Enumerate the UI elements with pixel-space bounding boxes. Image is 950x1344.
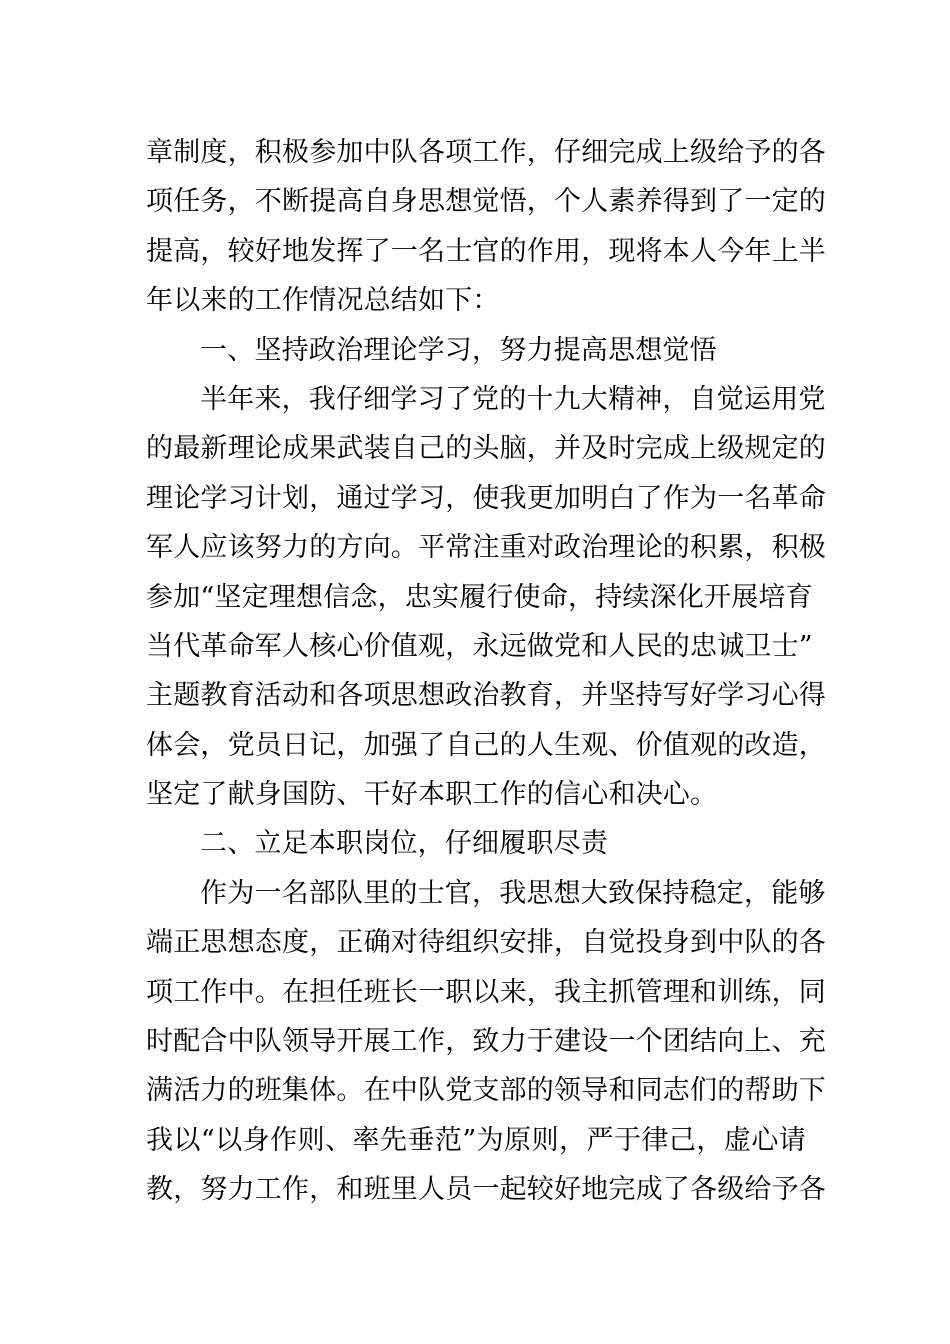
- text-line: 年以来的工作情况总结如下：: [146, 285, 500, 317]
- text-line: 的最新理论成果武装自己的头脑，并及时完成上级规定的: [146, 433, 826, 465]
- text-line: 我以“以身作则、率先垂范”为原则，严于律己，虚心请: [146, 1124, 806, 1156]
- text-line: 时配合中队领导开展工作，致力于建设一个团结向上、充: [146, 1026, 826, 1058]
- text-line: 章制度，积极参加中队各项工作，仔细完成上级给予的各: [146, 137, 826, 168]
- text-line: 体会，党员日记，加强了自己的人生观、价值观的改造，: [146, 729, 826, 761]
- text-line: 作为一名部队里的士官，我思想大致保持稳定，能够: [200, 877, 826, 909]
- text-line: 项任务，不断提高自身思想觉悟，个人素养得到了一定的: [146, 186, 826, 218]
- text-line: 提高，较好地发挥了一名士官的作用，现将本人今年上半: [146, 235, 826, 267]
- text-line: 坚定了献身国防、干好本职工作的信心和决心。: [146, 779, 718, 811]
- text-line: 主题教育活动和各项思想政治教育，并坚持写好学习心得: [146, 680, 826, 712]
- text-line: 端正思想态度，正确对待组织安排，自觉投身到中队的各: [146, 927, 826, 959]
- text-line: 半年来，我仔细学习了党的十九大精神，自觉运用党: [200, 383, 826, 415]
- document-body: [146, 128, 826, 1215]
- text-line: 理论学习计划，通过学习，使我更加明白了作为一名革命: [146, 482, 826, 514]
- text-line: 军人应该努力的方向。平常注重对政治理论的积累，积极: [146, 532, 826, 564]
- section-heading-1: 一、坚持政治理论学习，努力提高思想觉悟: [200, 334, 717, 366]
- text-line: 项工作中。在担任班长一职以来，我主抓管理和训练，同: [146, 976, 826, 1008]
- text-line: 满活力的班集体。在中队党支部的领导和同志们的帮助下: [146, 1075, 826, 1107]
- text-line: 教，努力工作，和班里人员一起较好地完成了各级给予各: [146, 1174, 826, 1206]
- text-line: 参加“坚定理想信念，忠实履行使命，持续深化开展培育: [146, 581, 813, 613]
- text-line: 当代革命军人核心价值观，永远做党和人民的忠诚卫士”: [146, 630, 813, 662]
- section-heading-2: 二、立足本职岗位，仔细履职尽责: [200, 828, 608, 860]
